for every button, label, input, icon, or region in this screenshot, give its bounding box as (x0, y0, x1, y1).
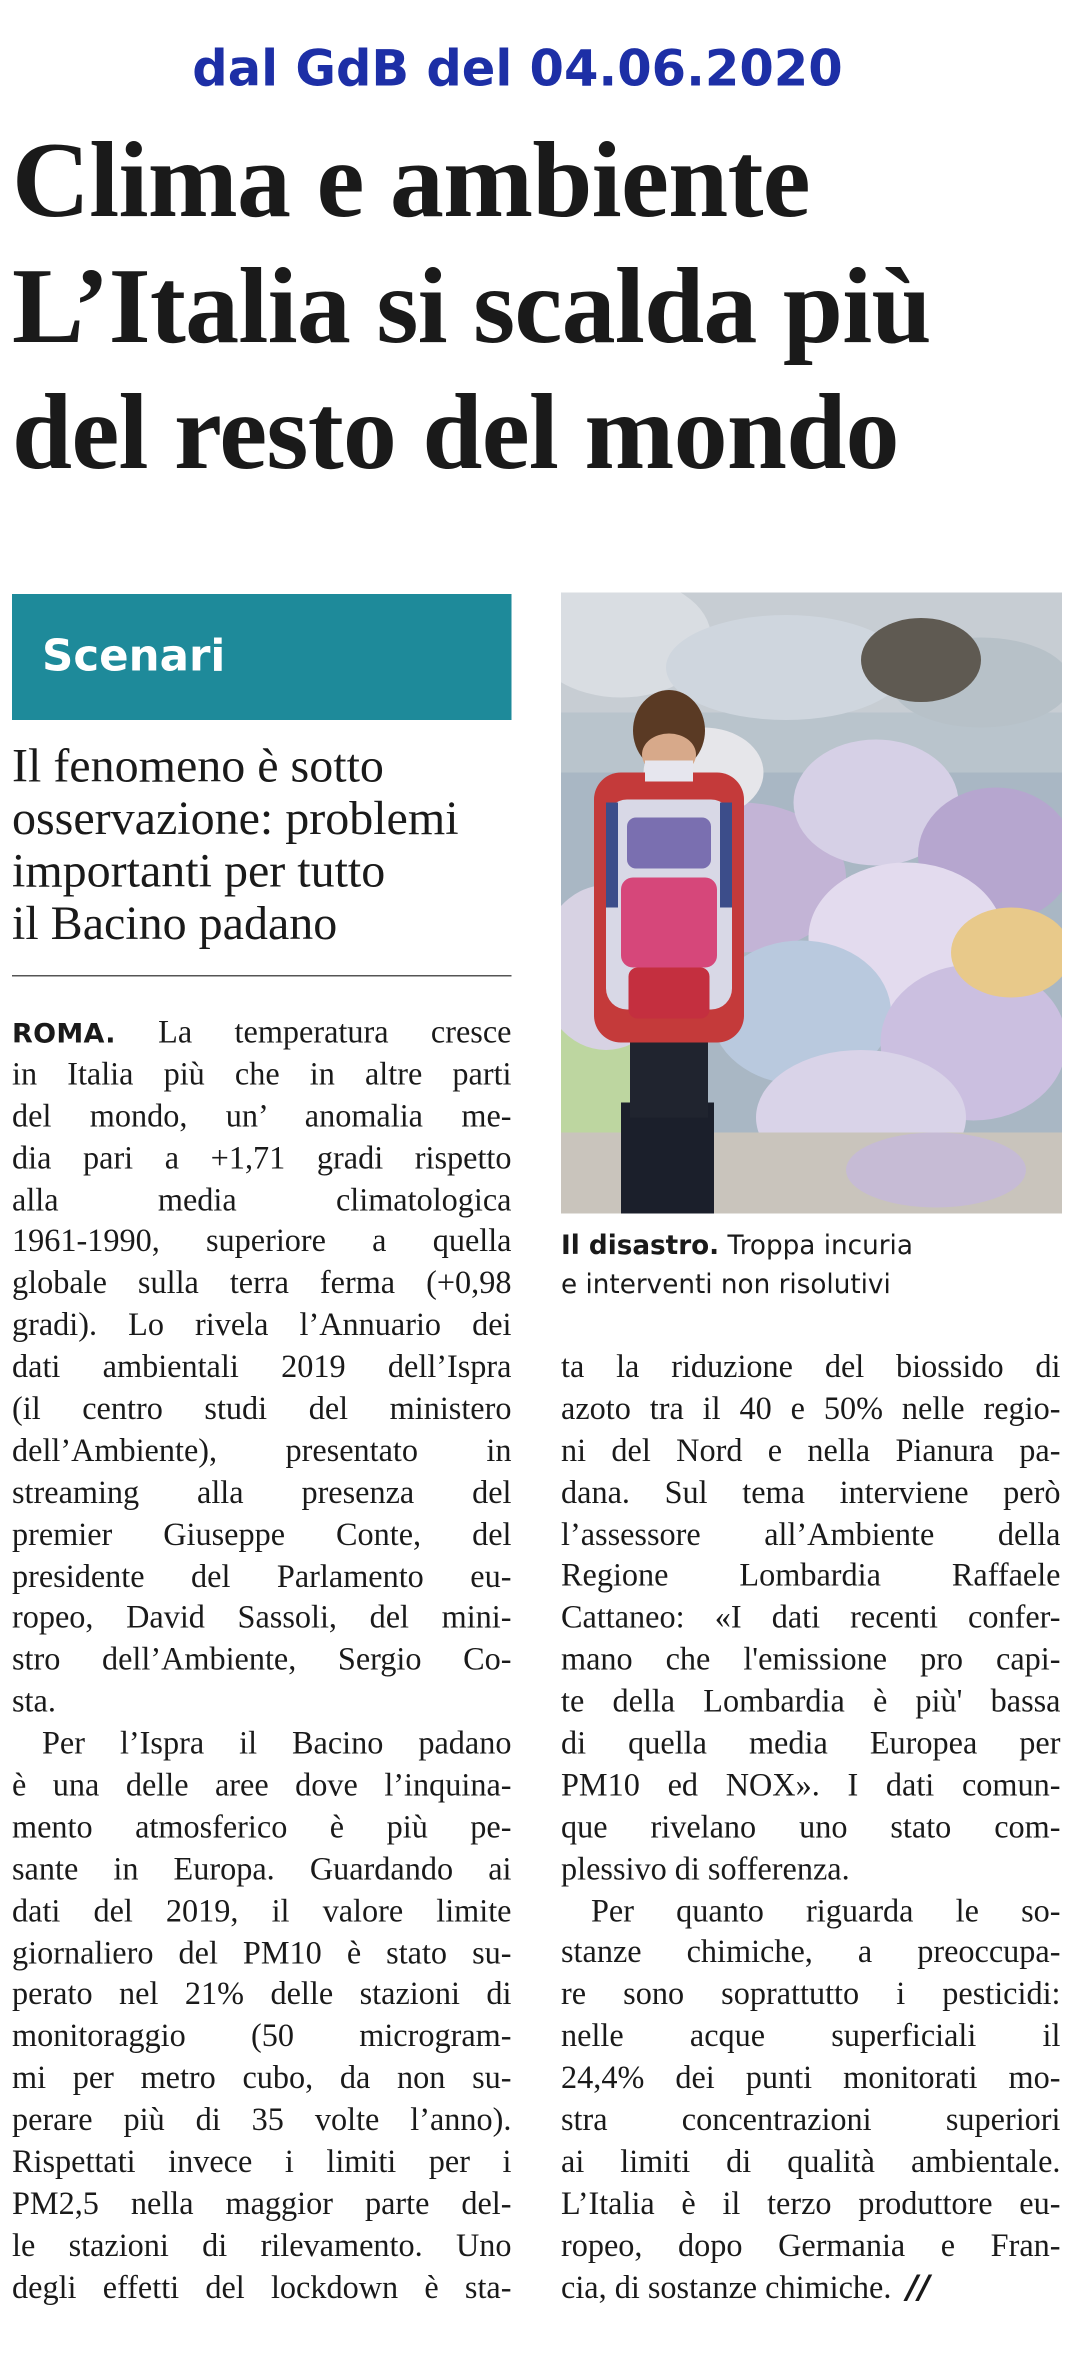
article-line: ropeo, dopo Germania e Fran- (561, 2227, 1061, 2264)
article-line: ni del Nord e nella Pianura pa- (561, 1432, 1061, 1469)
article-line: dell’Ambiente), presentato in (12, 1432, 512, 1469)
article-line-text: La temperatura cresce (115, 1014, 512, 1050)
article-line: plessivo di sofferenza. (561, 1850, 850, 1887)
source-line: dal GdB del 04.06.2020 (192, 39, 843, 98)
article-line (561, 2267, 1061, 2309)
article-line: del mondo, un’ anomalia me- (12, 1097, 512, 1134)
article-line: degli effetti del lockdown è sta- (12, 2269, 512, 2306)
article-line: presidente del Parlamento eu- (12, 1557, 512, 1594)
article-line: te della Lombardia è più' bassa (561, 1683, 1061, 1720)
section-label: Scenari (42, 630, 226, 681)
article-line: è una delle aree dove l’inquina- (12, 1767, 512, 1804)
article-line: Regione Lombardia Raffaele (561, 1557, 1061, 1594)
article-line: di quella media Europea per (561, 1725, 1061, 1762)
subheadline-line: osservazione: problemi (12, 790, 459, 845)
subheadline-line: importanti per tutto (12, 843, 386, 897)
article-line: dati ambientali 2019 dell’Ispra (12, 1348, 512, 1385)
article-line: alla media climatologica (12, 1181, 512, 1218)
caption-text: Troppa incuria (727, 1231, 913, 1262)
article-line: PM2,5 nella maggior parte del- (12, 2185, 512, 2222)
article-line: PM10 ed NOX». I dati comun- (561, 1766, 1061, 1803)
article-line: ta la riduzione del biossido di (561, 1348, 1061, 1385)
article-line-text: cia, di sostanze chimiche. (561, 2268, 892, 2305)
article-line: stanze chimiche, a preoccupa- (561, 1934, 1061, 1971)
headline (12, 117, 1080, 495)
article-line: le stazioni di rilevamento. Uno (12, 2227, 512, 2264)
headline-line: Clima e ambiente (12, 120, 810, 240)
article-line (12, 1013, 512, 1055)
end-mark: // (906, 2268, 931, 2307)
article-line: nelle acque superficiali il (561, 2017, 1061, 2054)
photo-child-and-garbage-bags (561, 593, 1062, 1214)
dateline: ROMA. (12, 1018, 116, 1050)
article-line: mi per metro cubo, da non su- (12, 2059, 512, 2096)
article-line: Rispettati invece i limiti per i (12, 2143, 512, 2180)
article-line: sta. (12, 1683, 56, 1720)
article-line: premier Giuseppe Conte, del (12, 1516, 512, 1553)
article-line: ropeo, David Sassoli, del mini- (12, 1599, 512, 1636)
caption-text: e interventi non risolutivi (561, 1270, 891, 1301)
article-line: l’assessore all’Ambiente della (561, 1515, 1061, 1552)
article-line: dia pari a +1,71 gradi rispetto (12, 1139, 512, 1176)
news-photo (561, 593, 1062, 1214)
caption-title: Il disastro. (561, 1231, 720, 1262)
divider (12, 975, 512, 977)
article-line: monitoraggio (50 microgram- (12, 2018, 512, 2055)
article-line: giornaliero del PM10 è stato su- (12, 1934, 512, 1971)
article-line: que rivelano uno stato com- (561, 1808, 1061, 1845)
headline-line: L’Italia si scalda più (12, 246, 931, 366)
article-line: gradi). Lo rivela l’Annuario dei (12, 1306, 512, 1343)
article-line: 1961-1990, superiore a quella (12, 1223, 512, 1260)
article-line: 24,4% dei punti monitorati mo- (561, 2059, 1061, 2096)
article-line: globale sulla terra ferma (+0,98 (12, 1265, 512, 1302)
article-line: mento atmosferico è più pe- (12, 1808, 512, 1845)
article-line: perare più di 35 volte l’anno). (12, 2101, 512, 2138)
subheadline-line: Il fenomeno è sotto (12, 738, 384, 792)
subheadline (12, 740, 522, 950)
article-line: azoto tra il 40 e 50% nelle regio- (561, 1390, 1061, 1427)
article-line: perato nel 21% delle stazioni di (12, 1976, 512, 2013)
section-banner (12, 594, 512, 720)
article-line: stra concentrazioni superiori (561, 2101, 1061, 2138)
article-line: sante in Europa. Guardando ai (12, 1850, 512, 1887)
article-line: streaming alla presenza del (12, 1474, 512, 1511)
article-line: dati del 2019, il valore limite (12, 1892, 512, 1929)
article-line: stro dell’Ambiente, Sergio Co- (12, 1641, 512, 1678)
article-line: dana. Sul tema interviene però (561, 1474, 1061, 1511)
subheadline-line: il Bacino padano (12, 895, 338, 950)
article-line: Cattaneo: «I dati recenti confer- (561, 1599, 1061, 1636)
headline-line: del resto del mondo (12, 372, 899, 492)
article-line: in Italia più che in altre parti (12, 1055, 512, 1092)
article-line: mano che l'emissione pro capi- (561, 1641, 1061, 1678)
article-line: Per l’Ispra il Bacino padano (42, 1725, 512, 1762)
article-column-right (561, 1347, 1061, 2309)
article-line: ai limiti di qualità ambientale. (561, 2143, 1061, 2180)
article-line: (il centro studi del ministero (12, 1390, 512, 1427)
article-line: L’Italia è il terzo produttore eu- (561, 2185, 1061, 2222)
article-line: re sono soprattutto i pesticidi: (561, 1976, 1061, 2013)
photo-caption (561, 1227, 1062, 1305)
article-column-left (12, 1013, 512, 2310)
article-line: Per quanto riguarda le so- (591, 1892, 1061, 1929)
